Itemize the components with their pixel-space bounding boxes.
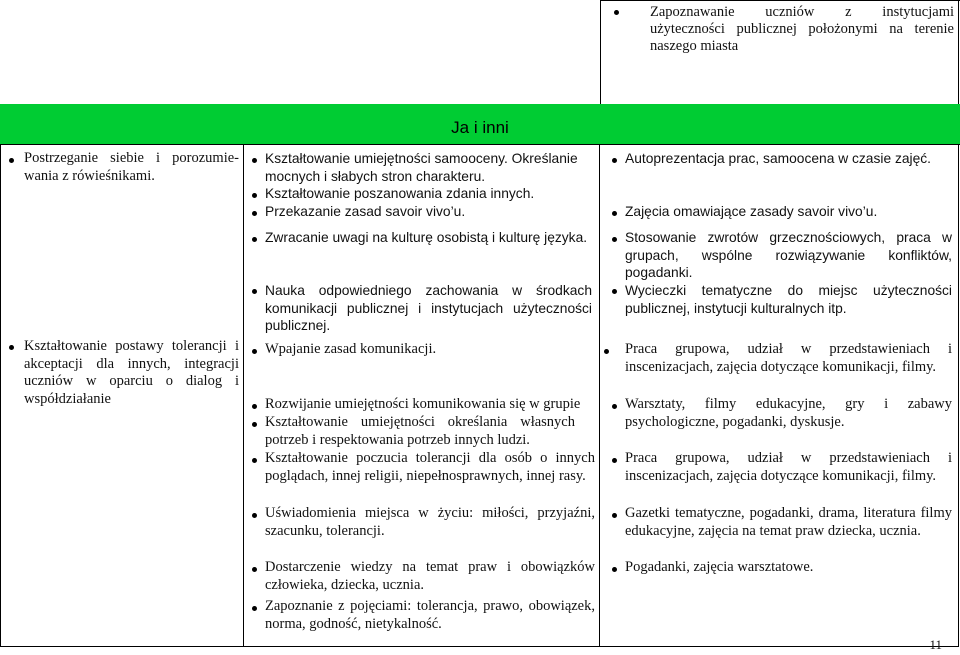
bullet [612, 289, 617, 294]
bullet [9, 345, 14, 350]
table-left-border [0, 144, 1, 647]
col2-item-12: Zapoznanie z pojęciami: tolerancja, prawo, obowiązek, norma, godność, nietykalność. [265, 598, 595, 632]
table-bottom-border [0, 646, 959, 647]
bullet [252, 458, 257, 463]
bullet [252, 158, 257, 163]
bullet [612, 158, 617, 163]
section-title: Ja i inni [451, 118, 509, 137]
top-item-line1: Zapoznawanie uczniów z instytucjami [650, 4, 954, 20]
bullet [9, 158, 14, 163]
bullet [252, 289, 257, 294]
bullet [252, 606, 257, 611]
bullet [612, 211, 617, 216]
col2-item-3: Przekazanie zasad savoir vivo’u. [265, 204, 466, 219]
col2-item-2: Kształtowanie poszanowania zdania innych. [265, 186, 535, 201]
top-item-line3: naszego miasta [650, 38, 739, 54]
bullet [604, 349, 609, 354]
col2-item-11: Dostarczenie wiedzy na temat praw i obowiązków człowieka, dziecka, ucznia. [265, 559, 595, 593]
bullet [612, 513, 617, 518]
col3-item-7: Praca grupowa, udział w przedstawieniach i inscenizacjach, zajęcia dotyczące komunikacji, filmy. [625, 450, 952, 484]
table-band-bottom [0, 144, 960, 145]
col3-item-3: Stosowanie zwrotów grzecznościowych, praca w grupach, wspólne rozwiązywanie konfliktów, pogadanki. [625, 230, 952, 280]
col2-item-5: Nauka odpowiedniego zachowania w środkach komunikacji publicznej i instytucjach użyteczności publicznej. [265, 283, 592, 333]
bullet [612, 237, 617, 242]
bullet [614, 10, 619, 15]
bullet [252, 211, 257, 216]
col2-item-9: Kształtowanie poczucia tolerancji dla osób o innych poglądach, innej religii, niepełnosprawnych, innej rasy. [265, 450, 595, 484]
table-col-divider-1 [243, 144, 244, 647]
col3-item-5: Praca grupowa, udział w przedstawieniach i inscenizacjach, zajęcia dotyczące komunikacji, filmy. [625, 341, 952, 375]
col2-item-10: Uświadomienia miejsca w życiu: miłości, przyjaźni, szacunku, tolerancji. [265, 505, 595, 539]
bullet [612, 404, 617, 409]
col1-item-2: Kształtowanie postawy tolerancji i akceptacji dla innych, integracji uczniów w oparciu o dialog i współdziałanie [24, 338, 239, 407]
col3-item-4: Wycieczki tematyczne do miejsc użyteczności publicznej, instytucji kulturalnych itp. [625, 283, 952, 316]
table-right-border [958, 144, 959, 647]
bullet [252, 513, 257, 518]
bullet [252, 567, 257, 572]
table-top-border [600, 0, 960, 1]
col1-item-1: Postrzeganie siebie i porozumie- wania z rówieśnikami. [24, 150, 239, 184]
bullet [252, 193, 257, 198]
col3-item-2: Zajęcia omawiające zasady savoir vivo’u. [625, 204, 878, 219]
bullet [252, 404, 257, 409]
col3-item-9: Pogadanki, zajęcia warsztatowe. [625, 559, 814, 575]
col3-item-8: Gazetki tematyczne, pogadanki, drama, literatura filmy edukacyjne, zajęcia na temat praw dziecka, ucznia. [625, 505, 952, 539]
top-item-line2: użyteczności publicznej położonymi na terenie [650, 21, 954, 37]
col3-item-1: Autoprezentacja prac, samoocena w czasie zajęć. [625, 151, 931, 166]
col2-item-8: Kształtowanie umiejętności określania własnych potrzeb i respektowania potrzeb innych ludzi. [265, 414, 575, 448]
bullet [612, 567, 617, 572]
page-number: 11 [929, 637, 942, 652]
col2-item-6: Wpajanie zasad komunikacji. [265, 341, 437, 357]
col3-item-6: Warsztaty, filmy edukacyjne, gry i zabawy psychologiczne, pogadanki, dyskusje. [625, 396, 952, 430]
bullet [612, 458, 617, 463]
table-right-border-top [958, 0, 959, 104]
col2-item-4: Zwracanie uwagi na kulturę osobistą i kulturę języka. [265, 230, 588, 245]
col2-item-1: Kształtowanie umiejętności samooceny. Określanie mocnych i słabych stron charakteru. [265, 151, 578, 184]
col2-item-7: Rozwijanie umiejętności komunikowania się w grupie [265, 396, 581, 412]
bullet [252, 237, 257, 242]
bullet [252, 349, 257, 354]
bullet [252, 422, 257, 427]
table-divider-top [600, 0, 601, 104]
